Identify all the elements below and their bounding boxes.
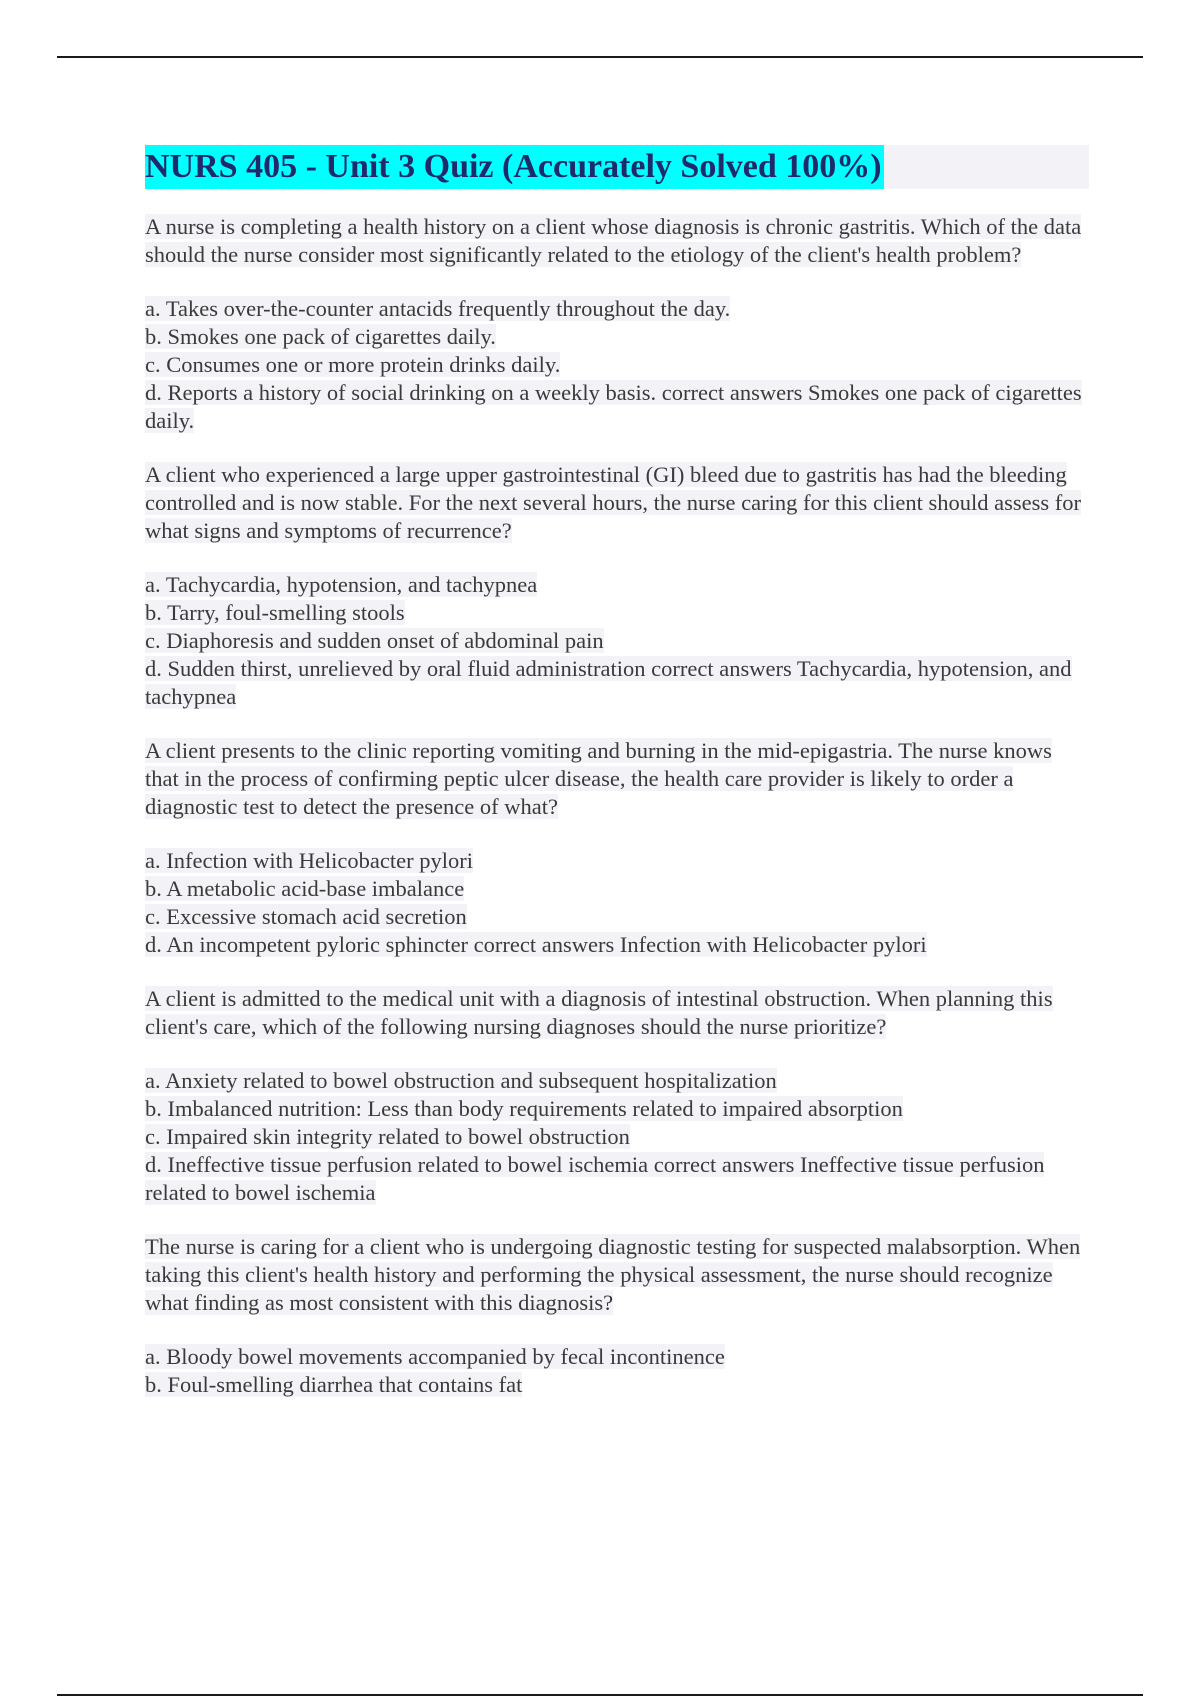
answer-option: c. Impaired skin integrity related to bowel obstruction	[145, 1124, 630, 1149]
answer-option: a. Tachycardia, hypotension, and tachypnea	[145, 572, 538, 597]
answer-options	[145, 295, 1089, 435]
answer-option: b. A metabolic acid-base imbalance	[145, 876, 465, 901]
answer-options	[145, 1343, 1089, 1399]
answer-option: a. Takes over-the-counter antacids frequently throughout the day.	[145, 296, 731, 321]
answer-option: d. Sudden thirst, unrelieved by oral fluid administration correct answers Tachycardia, hypotension, and tachypnea	[145, 656, 1072, 709]
question-2	[145, 461, 1089, 711]
answer-option: c. Excessive stomach acid secretion	[145, 904, 467, 929]
document-body	[145, 145, 1089, 1425]
answer-option: d. An incompetent pyloric sphincter correct answers Infection with Helicobacter pylori	[145, 932, 927, 957]
question-3	[145, 737, 1089, 959]
question-stem-text: A client is admitted to the medical unit with a diagnosis of intestinal obstruction. When planning this client's care, which of the following nursing diagnoses should the nurse prioritize?	[145, 986, 1053, 1039]
answer-option: a. Infection with Helicobacter pylori	[145, 848, 473, 873]
question-1	[145, 213, 1089, 435]
answer-options	[145, 847, 1089, 959]
answer-option: c. Consumes one or more protein drinks daily.	[145, 352, 561, 377]
page-title: NURS 405 - Unit 3 Quiz (Accurately Solved 100%)	[145, 145, 884, 189]
footer-rule	[57, 1694, 1143, 1696]
answer-options	[145, 1067, 1089, 1207]
title-bar	[145, 145, 1089, 189]
answer-option: b. Smokes one pack of cigarettes daily.	[145, 324, 496, 349]
question-stem-text: A client who experienced a large upper gastrointestinal (GI) bleed due to gastritis has had the bleeding controlled and is now stable. For the next several hours, the nurse caring for this client should assess for what signs and symptoms of recurrence?	[145, 462, 1082, 543]
question-stem	[145, 985, 1089, 1041]
answer-options	[145, 571, 1089, 711]
answer-option: b. Imbalanced nutrition: Less than body requirements related to impaired absorption	[145, 1096, 903, 1121]
header-rule	[57, 56, 1143, 58]
question-5	[145, 1233, 1089, 1399]
answer-option: d. Ineffective tissue perfusion related to bowel ischemia correct answers Ineffective tissue perfusion related to bowel ischemia	[145, 1152, 1045, 1205]
question-stem-text: A client presents to the clinic reporting vomiting and burning in the mid-epigastria. The nurse knows that in the process of confirming peptic ulcer disease, the health care provider is likely to order a diagnostic test to detect the presence of what?	[145, 738, 1052, 819]
answer-option: a. Bloody bowel movements accompanied by fecal incontinence	[145, 1344, 725, 1369]
question-stem	[145, 461, 1089, 545]
question-stem	[145, 1233, 1089, 1317]
question-stem	[145, 213, 1089, 269]
question-stem-text: The nurse is caring for a client who is undergoing diagnostic testing for suspected malabsorption. When taking this client's health history and performing the physical assessment, the nurse should recognize what finding as most consistent with this diagnosis?	[145, 1234, 1081, 1315]
answer-option: b. Tarry, foul-smelling stools	[145, 600, 405, 625]
question-4	[145, 985, 1089, 1207]
question-stem-text: A nurse is completing a health history on a client whose diagnosis is chronic gastritis. Which of the data should the nurse consider most significantly related to the etiology of the client's health problem?	[145, 214, 1082, 267]
answer-option: b. Foul-smelling diarrhea that contains fat	[145, 1372, 523, 1397]
answer-option: d. Reports a history of social drinking on a weekly basis. correct answers Smokes one pack of cigarettes daily.	[145, 380, 1082, 433]
answer-option: c. Diaphoresis and sudden onset of abdominal pain	[145, 628, 604, 653]
answer-option: a. Anxiety related to bowel obstruction and subsequent hospitalization	[145, 1068, 777, 1093]
question-stem	[145, 737, 1089, 821]
